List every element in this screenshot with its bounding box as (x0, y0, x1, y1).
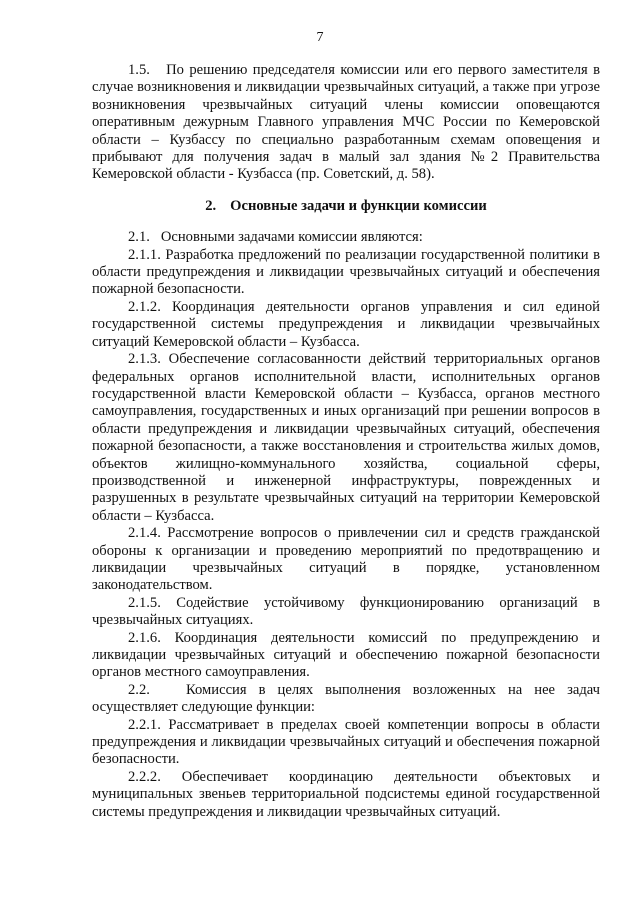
section-title: Основные задачи и функции комиссии (230, 197, 487, 214)
section-heading (92, 198, 600, 215)
paragraph-2-2: 2.2. Комиссия в целях выполнения возложенных на нее задач осуществляет следующие функции: (92, 681, 600, 716)
section-number: 2. (205, 197, 217, 214)
document-body (92, 62, 600, 821)
paragraph-2-1-3: 2.1.3. Обеспечение согласованности действий территориальных органов федеральных органов исполнительной власти, исполнительных органов государственной власти Кемеровской области – Кузбасса, органов местного самоуправления, государственных и иных организаций при решении вопросов в области предупреждения и ликвидации чрезвычайных ситуаций, обеспечения пожарной безопасности, а также восстановления и строительства жилых домов, объектов жилищно-коммунального хозяйства, социальной сферы, производственной и инженерной инфраструктуры, поврежденных и разрушенных в результате чрезвычайных ситуаций на территории Кемеровской области – Кузбасса. (92, 351, 600, 524)
paragraph-1-5: 1.5. По решению председателя комиссии или его первого заместителя в случае возникновения и ликвидации чрезвычайных ситуаций, а также при угрозе возникновения чрезвычайных ситуаций члены комиссии оповещаются оперативным дежурным Главного управления МЧС России по Кемеровской области – Кузбассу по специально разработанным схемам оповещения и прибывают для получения задач в малый зал здания №2 Правительства Кемеровской области - Кузбасса (пр. Советский, д. 58). (92, 62, 600, 183)
paragraph-2-1-1: 2.1.1. Разработка предложений по реализации государственной политики в области предупреждения и ликвидации чрезвычайных ситуаций и обеспечения пожарной безопасности. (92, 246, 600, 298)
paragraph-2-1-2: 2.1.2. Координация деятельности органов управления и сил единой государственной системы предупреждения и ликвидации чрезвычайных ситуаций Кемеровской области – Кузбасса. (92, 298, 600, 350)
paragraph-2-1: 2.1. Основными задачами комиссии являются: (128, 229, 423, 246)
paragraph-2-1-5: 2.1.5. Содействие устойчивому функционированию организаций в чрезвычайных ситуациях. (92, 594, 600, 629)
paragraph-2-2-2: 2.2.2. Обеспечивает координацию деятельности объектовых и муниципальных звеньев территориальной подсистемы единой государственной системы предупреждения и ликвидации чрезвычайных ситуаций. (92, 768, 600, 820)
page-number: 7 (316, 30, 324, 45)
paragraph-2-1-4: 2.1.4. Рассмотрение вопросов о привлечении сил и средств гражданской обороны к организации и проведению мероприятий по предотвращению и ликвидации чрезвычайных ситуаций в порядке, установленном законодательством. (92, 525, 600, 594)
paragraph-2-1-6: 2.1.6. Координация деятельности комиссий по предупреждению и ликвидации чрезвычайных ситуаций и обеспечению пожарной безопасности органов местного самоуправления. (92, 629, 600, 681)
paragraph-2-2-1: 2.2.1. Рассматривает в пределах своей компетенции вопросы в области предупреждения и ликвидации чрезвычайных ситуаций и обеспечения пожарной безопасности. (92, 716, 600, 768)
